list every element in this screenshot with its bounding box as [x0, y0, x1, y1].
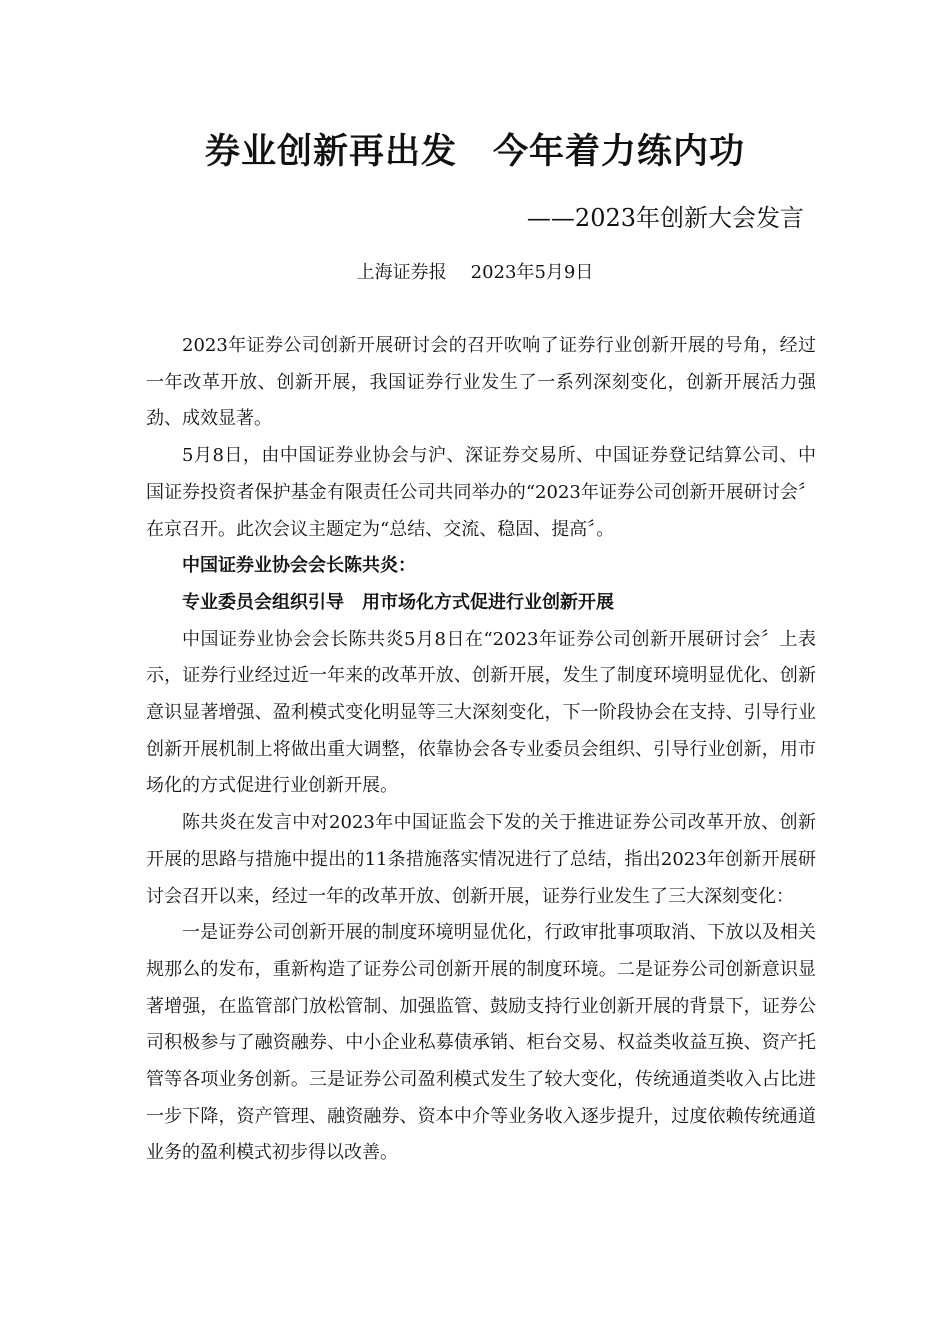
document-subtitle: ——2023年创新大会发言	[526, 204, 804, 232]
source-publisher: 上海证券报	[356, 262, 447, 283]
article-body	[146, 328, 816, 1172]
section-heading: 专业委员会组织引导 用市场化方式促进行业创新开展	[182, 591, 614, 613]
paragraph: 2023年证券公司创新开展研讨会的召开吹响了证券行业创新开展的号角，经过一年改革开放、创新开展，我国证券行业发生了一系列深刻变化，创新开展活力强劲、成效显著。	[146, 335, 816, 430]
source-date: 2023年5月9日	[470, 262, 594, 283]
paragraph: 陈共炎在发言中对2023年中国证监会下发的关于推进证券公司改革开放、创新开展的思路与措施中提出的11条措施落实情况进行了总结，指出2023年创新开展研讨会召开以来，经过一年的改革开放、创新开展，证券行业发生了三大深刻变化：	[146, 812, 816, 907]
source-line	[0, 258, 950, 288]
paragraph: 一是证券公司创新开展的制度环境明显优化，行政审批事项取消、下放以及相关规那么的发布，重新构造了证券公司创新开展的制度环境。二是证券公司创新意识显著增强，在监管部门放松管制、加强监管、鼓励支持行业创新开展的背景下，证券公司积极参与了融资融券、中小企业私募债承销、柜台交易、权益类收益互换、资产托管等各项业务创新。三是证券公司盈利模式发生了较大变化，传统通道类收入占比进一步下降，资产管理、融资融券、资本中介等业务收入逐步提升，过度依赖传统通道业务的盈利模式初步得以改善。	[146, 922, 816, 1164]
paragraph: 5月8日，由中国证券业协会与沪、深证券交易所、中国证券登记结算公司、中国证券投资者保护基金有限责任公司共同举办的“2023年证券公司创新开展研讨会〞在京召开。此次会议主题定为“总结、交流、稳固、提高〞。	[146, 445, 816, 540]
paragraph: 中国证券业协会会长陈共炎5月8日在“2023年证券公司创新开展研讨会〞上表示，证券行业经过近一年来的改革开放、创新开展，发生了制度环境明显优化、创新意识显著增强、盈利模式变化明显等三大深刻变化，下一阶段协会在支持、引导行业创新开展机制上将做出重大调整，依靠协会各专业委员会组织、引导行业创新，用市场化的方式促进行业创新开展。	[146, 628, 816, 797]
document-title: 券业创新再出发 今年着力练内功	[204, 132, 745, 172]
speaker-heading: 中国证券业协会会长陈共炎：	[182, 555, 416, 577]
